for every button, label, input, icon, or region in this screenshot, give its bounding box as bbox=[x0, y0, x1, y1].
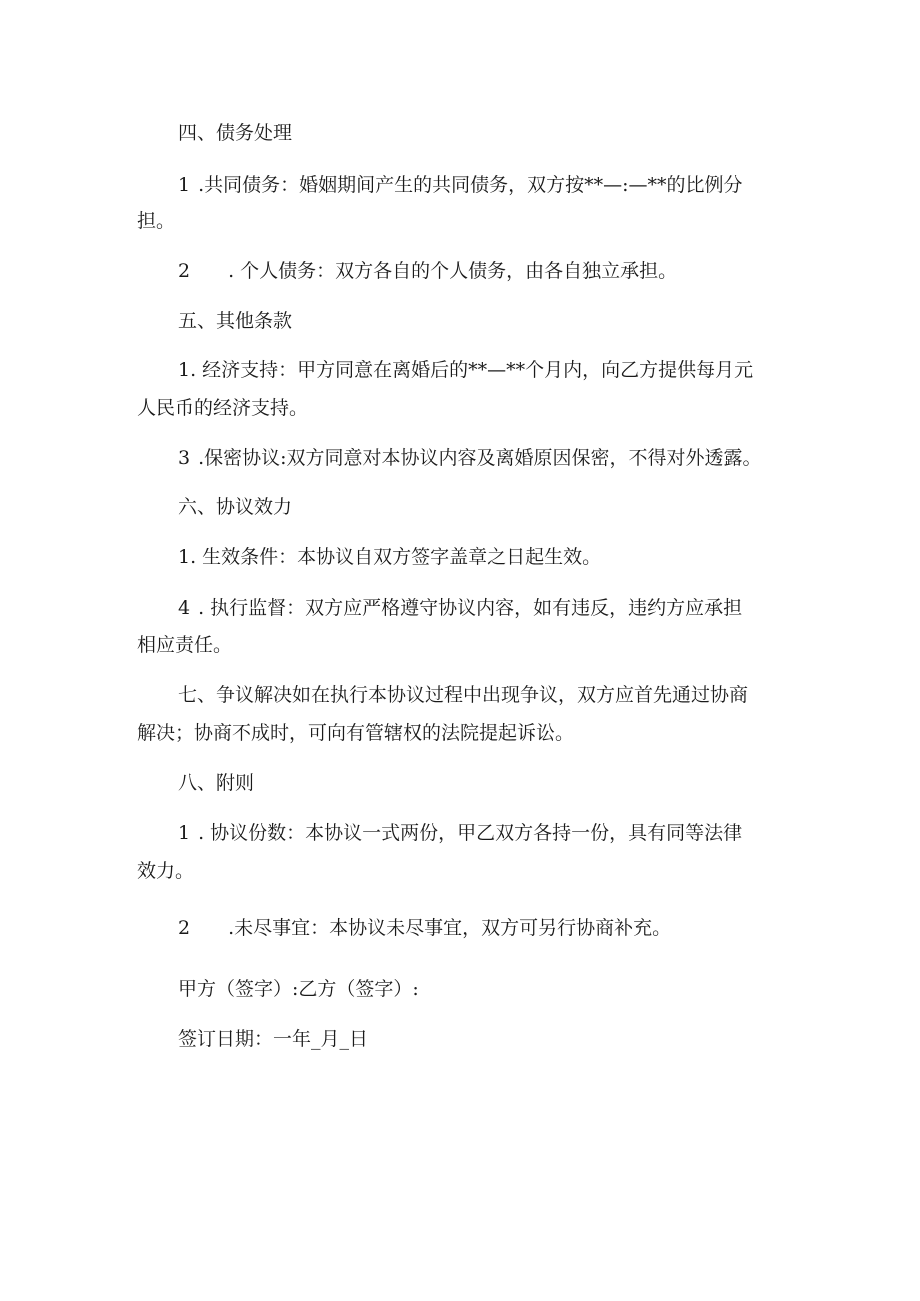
item-text: .共同债务：婚姻期间产生的共同债务，双方按**—:—**的比例分 bbox=[198, 174, 743, 196]
section-6-item-1: 1. 生效条件：本协议自双方签字盖章之日起生效。 bbox=[178, 546, 602, 568]
item-number: 4 bbox=[178, 597, 191, 619]
section-4-heading: 四、债务处理 bbox=[178, 122, 293, 144]
item-text: . 执行监督：双方应严格遵守协议内容，如有违反，违约方应承担 bbox=[198, 597, 743, 619]
item-text: . 个人债务：双方各自的个人债务，由各自独立承担。 bbox=[228, 260, 678, 282]
section-5-item-1: 1. 经济支持：甲方同意在离婚后的**—**个月内，向乙方提供每月元 bbox=[178, 359, 754, 381]
item-number: 1 bbox=[178, 822, 191, 844]
section-6-item-4-continuation: 相应责任。 bbox=[137, 634, 233, 656]
section-8-item-2 bbox=[178, 915, 671, 941]
section-4-item-1-continuation: 担。 bbox=[137, 210, 176, 232]
item-number: 2 bbox=[178, 260, 191, 282]
section-8-item-1-continuation: 效力。 bbox=[137, 860, 195, 882]
section-5-item-1-continuation: 人民币的经济支持。 bbox=[137, 397, 309, 419]
section-5-item-3 bbox=[178, 445, 762, 471]
section-4-item-1 bbox=[178, 172, 743, 198]
section-8-heading: 八、附则 bbox=[178, 772, 255, 794]
section-7-paragraph: 七、争议解决如在执行本协议过程中出现争议，双方应首先通过协商 bbox=[178, 684, 749, 706]
item-number: 3 bbox=[178, 447, 191, 469]
section-7-continuation: 解决；协商不成时，可向有管辖权的法院提起诉讼。 bbox=[137, 722, 575, 744]
item-text: .未尽事宜：本协议未尽事宜，双方可另行协商补充。 bbox=[228, 917, 672, 939]
section-6-heading: 六、协议效力 bbox=[178, 496, 293, 518]
section-5-heading: 五、其他条款 bbox=[178, 310, 293, 332]
item-text: . 协议份数：本协议一式两份，甲乙双方各持一份，具有同等法律 bbox=[198, 822, 743, 844]
signature-line: 甲方（签字）:乙方（签字）: bbox=[178, 978, 419, 1000]
item-number: 2 bbox=[178, 917, 191, 939]
section-8-item-1 bbox=[178, 820, 742, 846]
section-6-item-4 bbox=[178, 595, 742, 621]
item-text: .保密协议:双方同意对本协议内容及离婚原因保密，不得对外透露。 bbox=[198, 447, 762, 469]
section-4-item-2 bbox=[178, 258, 677, 284]
item-number: 1 bbox=[178, 174, 191, 196]
signing-date-line: 签订日期：一年_月_日 bbox=[178, 1028, 369, 1050]
